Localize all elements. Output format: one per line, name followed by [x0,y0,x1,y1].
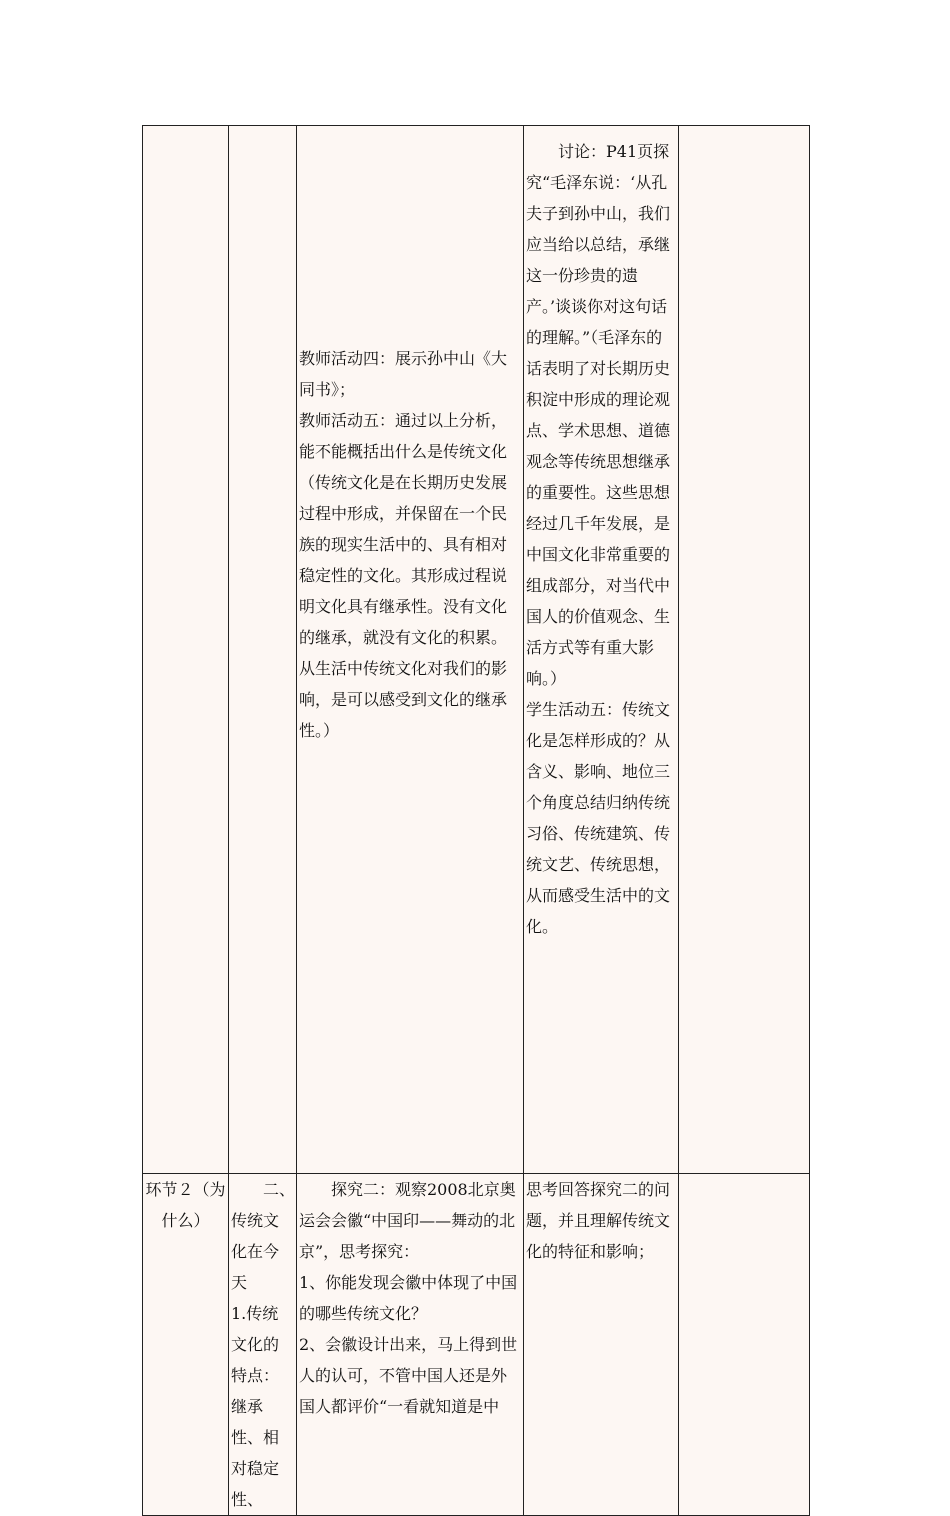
stage-label: 环节２（为什么） [145,1180,226,1230]
teacher-activity-cell [297,1174,524,1516]
discussion-text: 讨论：P41页探究“毛泽东说：‘从孔夫子到孙中山，我们应当给以总结，承继这一份珍贵的遗产。’谈谈你对这句话的理解。”（毛泽东的话表明了对长期历史积淀中形成的理论观点、学术思想、道德观念等传统思想继承的重要性。这些思想经过几千年发展，是中国文化非常重要的组成部分，对当代中国人的价值观念、生活方式等有重大影响。） [526,142,671,688]
table-row [143,126,810,1174]
exploration-question-1: 1、你能发现会徽中体现了中国的哪些传统文化？ [299,1273,518,1323]
section-point: 1.传统文化的特点：继承性、相对稳定性、 [231,1304,280,1509]
content-cell [229,1174,297,1516]
notes-cell [679,1174,810,1516]
section-heading: 二、传统文化在今天 [231,1180,296,1292]
content-cell [229,126,297,1174]
stage-cell [143,126,229,1174]
exploration-intro: 探究二：观察2008北京奥运会会徽“中国印——舞动的北京”，思考探究： [299,1180,516,1261]
notes-cell [679,126,810,1174]
teacher-activity-four: 教师活动四：展示孙中山《大同书》； [299,349,508,399]
student-activity-cell [524,126,679,1174]
student-response: 思考回答探究二的问题，并且理解传统文化的特征和影响； [526,1180,671,1261]
teacher-activity-five: 教师活动五：通过以上分析，能不能概括出什么是传统文化（传统文化是在长期历史发展过程中形成，并保留在一个民族的现实生活中的、具有相对稳定性的文化。其形成过程说明文化具有继承性。没有文化的继承，就没有文化的积累。从生活中传统文化对我们的影响，是可以感受到文化的继承性。） [299,411,508,740]
student-activity-five: 学生活动五：传统文化是怎样形成的？从含义、影响、地位三个角度总结归纳传统习俗、传统建筑、传统文艺、传统思想，从而感受生活中的文化。 [526,700,671,936]
exploration-question-2: 2、会徽设计出来，马上得到世人的认可，不管中国人还是外国人都评价“一看就知道是中 [299,1335,518,1416]
lesson-plan-table [142,125,810,1516]
student-activity-cell [524,1174,679,1516]
stage-cell [143,1174,229,1516]
teacher-activity-cell [297,126,524,1174]
table-row [143,1174,810,1516]
